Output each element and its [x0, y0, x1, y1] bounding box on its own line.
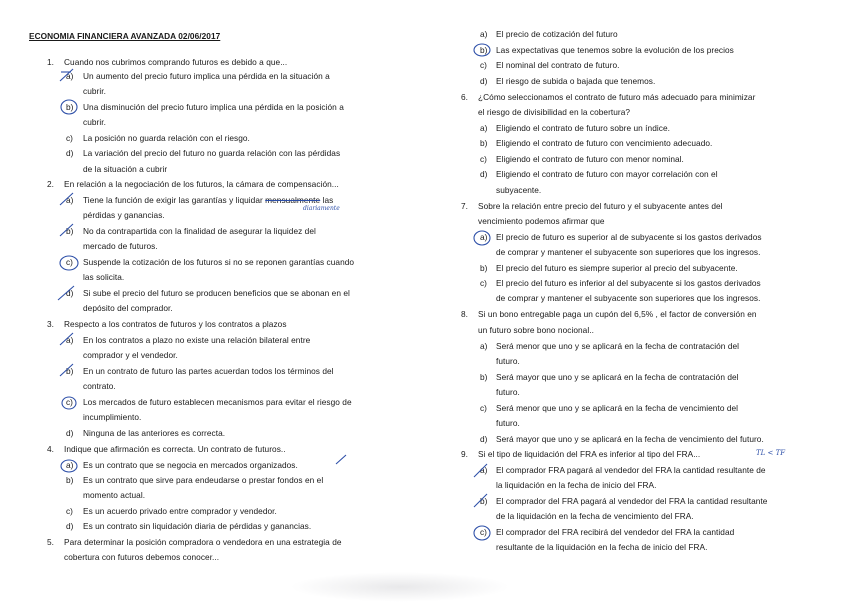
- question-5-stem-2: cobertura con futuros debemos conocer...: [64, 552, 220, 562]
- q5-option-c-letter[interactable]: c): [480, 60, 487, 70]
- q2-option-c-text: Suspende la cotización de los futuros si no se reponen garantías cuando: [83, 257, 355, 267]
- q9-option-b-text-2: de la liquidación en la fecha de vencimiento del FRA.: [496, 511, 694, 521]
- q2-option-a-text-main: Tiene la función de exigir las garantías y liquidar: [83, 195, 266, 205]
- q7-option-c-text: El precio del futuro es inferior al del subyacente si los gastos derivados: [496, 278, 761, 288]
- question-6-stem: ¿Cómo seleccionamos el contrato de futuro más adecuado para minimizar: [478, 92, 756, 102]
- q7-option-c-letter[interactable]: c): [480, 278, 487, 288]
- q6-option-d-letter[interactable]: d): [480, 169, 488, 179]
- q9-handwritten-note: TL < TF: [756, 449, 786, 457]
- q6-option-d-text-2: subyacente.: [496, 185, 542, 195]
- q2-option-d-letter[interactable]: d): [66, 288, 74, 298]
- question-1-number: 1.: [47, 57, 54, 67]
- q5-option-b-letter[interactable]: b): [480, 45, 488, 55]
- q5-option-d-letter[interactable]: d): [480, 76, 488, 86]
- q3-option-c-text-2: incumplimiento.: [83, 412, 142, 422]
- q1-option-a-text-2: cubrir.: [83, 86, 106, 96]
- question-3-number: 3.: [47, 319, 54, 329]
- question-5-number: 5.: [47, 537, 54, 547]
- q3-option-b-text: En un contrato de futuro las partes acuerdan todos los términos del: [83, 366, 334, 376]
- q9-option-a-text: El comprador FRA pagará al vendedor del FRA la cantidad resultante de: [496, 465, 766, 475]
- q2-option-c-letter[interactable]: c): [66, 257, 73, 267]
- q7-option-b-text: El precio del futuro es siempre superior al precio del subyacente.: [496, 263, 738, 273]
- q6-option-b-letter[interactable]: b): [480, 138, 488, 148]
- q6-option-c-letter[interactable]: c): [480, 154, 487, 164]
- q7-option-a-text-2: de comprar y mantener el subyacente son superiores que los ingresos.: [496, 247, 761, 257]
- q2-option-d-text: Si sube el precio del futuro se producen beneficios que se abonan en el: [83, 288, 350, 298]
- q2-struck-word: mensualmente: [265, 195, 321, 205]
- q1-option-c-letter[interactable]: c): [66, 133, 73, 143]
- question-7-stem: Sobre la relación entre precio del futuro y el subyacente antes del: [478, 201, 723, 211]
- question-4-stem: Indique que afirmación es correcta. Un contrato de futuros..: [64, 444, 286, 454]
- q5-option-c-text: El nominal del contrato de futuro.: [496, 60, 620, 70]
- q7-option-c-text-2: de comprar y mantener el subyacente son superiores que los ingresos.: [496, 293, 761, 303]
- q6-option-b-text: Eligiendo el contrato de futuro con vencimiento adecuado.: [496, 138, 713, 148]
- question-5-stem: Para determinar la posición compradora o vendedora en una estrategia de: [64, 537, 342, 547]
- question-8-stem: Si un bono entregable paga un cupón del 6,5% , el factor de conversión en: [478, 309, 757, 319]
- q4-option-d-letter[interactable]: d): [66, 521, 74, 531]
- q7-option-b-letter[interactable]: b): [480, 263, 488, 273]
- q1-option-d-letter[interactable]: d): [66, 148, 74, 158]
- q1-option-d-text: La variación del precio del futuro no guarda relación con las pérdidas: [83, 148, 341, 158]
- q4-option-b-letter[interactable]: b): [66, 475, 74, 485]
- q1-option-b-letter[interactable]: b): [66, 102, 74, 112]
- question-6-number: 6.: [461, 92, 468, 102]
- q2-option-b-text: No da contrapartida con la finalidad de asegurar la liquidez del: [83, 226, 316, 236]
- q7-option-a-letter[interactable]: a): [480, 232, 488, 242]
- exam-title: ECONOMIA FINANCIERA AVANZADA 02/06/2017: [29, 31, 221, 41]
- question-2-number: 2.: [47, 179, 54, 189]
- q3-option-d-letter[interactable]: d): [66, 428, 74, 438]
- question-3-stem: Respecto a los contratos de futuros y los contratos a plazos: [64, 319, 287, 329]
- question-2-stem: En relación a la negociación de los futuros, la cámara de compensación...: [64, 179, 339, 189]
- q8-option-c-text: Será menor que uno y se aplicará en la fecha de vencimiento del: [496, 403, 739, 413]
- q1-option-d-text-2: de la situación a cubrir: [83, 164, 168, 174]
- q8-option-c-letter[interactable]: c): [480, 403, 487, 413]
- question-8-number: 8.: [461, 309, 468, 319]
- q6-option-d-text: Eligiendo el contrato de futuro con mayor correlación con el: [496, 169, 718, 179]
- q4-option-a-text: Es un contrato que se negocia en mercados organizados.: [83, 460, 298, 470]
- q4-a-tick-mark: [336, 455, 346, 464]
- q3-option-a-text: En los contratos a plazo no existe una relación bilateral entre: [83, 335, 311, 345]
- q8-option-a-letter[interactable]: a): [480, 341, 488, 351]
- q9-option-b-letter[interactable]: b): [480, 496, 488, 506]
- question-1-stem: Cuando nos cubrimos comprando futuros es debido a que...: [64, 57, 288, 67]
- q3-option-b-text-2: contrato.: [83, 381, 116, 391]
- q8-option-d-letter[interactable]: d): [480, 434, 488, 444]
- q3-option-a-text-2: comprador y el vendedor.: [83, 350, 178, 360]
- q2-option-d-text-2: depósito del comprador.: [83, 303, 173, 313]
- q2-handwritten-note: diariamente: [303, 205, 340, 212]
- question-7-number: 7.: [461, 201, 468, 211]
- q3-option-c-letter[interactable]: c): [66, 397, 73, 407]
- q1-option-a-text: Un aumento del precio futuro implica una pérdida en la situación a: [83, 71, 330, 81]
- question-9-number: 9.: [461, 449, 468, 459]
- q1-option-a-letter[interactable]: a): [66, 71, 74, 81]
- q2-option-b-letter[interactable]: b): [66, 226, 74, 236]
- q3-option-a-letter[interactable]: a): [66, 335, 74, 345]
- q4-option-a-letter[interactable]: a): [66, 460, 74, 470]
- q2-option-b-text-2: mercado de futuros.: [83, 241, 158, 251]
- q3-option-d-text: Ninguna de las anteriores es correcta.: [83, 428, 226, 438]
- q2-option-a-text-2: pérdidas y ganancias.: [83, 210, 165, 220]
- question-9-stem: Si el tipo de liquidación del FRA es inferior al tipo del FRA...: [478, 449, 701, 459]
- q1-option-b-text-2: cubrir.: [83, 117, 106, 127]
- q2-option-a-letter[interactable]: a): [66, 195, 74, 205]
- question-8-stem-2: un futuro sobre bono nocional..: [478, 325, 594, 335]
- q3-option-c-text: Los mercados de futuro establecen mecanismos para evitar el riesgo de: [83, 397, 352, 407]
- q4-option-c-text: Es un acuerdo privado entre comprador y vendedor.: [83, 506, 277, 516]
- q8-option-d-text: Será mayor que uno y se aplicará en la fecha de vencimiento del futuro.: [496, 434, 764, 444]
- q9-option-c-letter[interactable]: c): [480, 527, 487, 537]
- q9-option-a-letter[interactable]: a): [480, 465, 488, 475]
- q7-option-a-text: El precio de futuro es superior al de subyacente si los gastos derivados: [496, 232, 762, 242]
- q5-option-d-text: El riesgo de subida o bajada que tenemos.: [496, 76, 656, 86]
- q2-option-a-tail: las: [320, 195, 334, 205]
- q8-option-b-letter[interactable]: b): [480, 372, 488, 382]
- question-4-number: 4.: [47, 444, 54, 454]
- question-6-stem-2: el riesgo de divisibilidad en la cobertura?: [478, 107, 631, 117]
- question-7-stem-2: vencimiento podemos afirmar que: [478, 216, 605, 226]
- q1-option-c-text: La posición no guarda relación con el riesgo.: [83, 133, 250, 143]
- q4-option-b-text-2: momento actual.: [83, 490, 146, 500]
- q6-option-a-letter[interactable]: a): [480, 123, 488, 133]
- q8-option-a-text-2: futuro.: [496, 356, 520, 366]
- scan-smudge: [290, 572, 510, 602]
- q2-option-c-text-2: las solicita.: [83, 272, 125, 282]
- q2-option-a-text: [83, 195, 333, 205]
- q9-option-c-text-2: resultante de la liquidación en la fecha de inicio del FRA.: [496, 542, 708, 552]
- q8-option-b-text-2: futuro.: [496, 387, 520, 397]
- q4-option-c-letter[interactable]: c): [66, 506, 73, 516]
- q5-option-a-text: El precio de cotización del futuro: [496, 29, 618, 39]
- q5-option-b-text: Las expectativas que tenemos sobre la evolución de los precios: [496, 45, 734, 55]
- q9-option-a-text-2: la liquidación en la fecha de inicio del FRA.: [496, 480, 657, 490]
- q8-option-c-text-2: futuro.: [496, 418, 520, 428]
- q9-option-b-text: El comprador del FRA pagará al vendedor del FRA la cantidad resultante: [496, 496, 768, 506]
- q9-option-c-text: El comprador del FRA recibirá del vendedor del FRA la cantidad: [496, 527, 735, 537]
- q3-option-b-letter[interactable]: b): [66, 366, 74, 376]
- q4-option-d-text: Es un contrato sin liquidación diaria de pérdidas y ganancias.: [83, 521, 312, 531]
- q8-option-a-text: Será menor que uno y se aplicará en la fecha de contratación del: [496, 341, 740, 351]
- q8-option-b-text: Será mayor que uno y se aplicará en la fecha de contratación del: [496, 372, 739, 382]
- q1-option-b-text: Una disminución del precio futuro implica una pérdida en la posición a: [83, 102, 344, 112]
- q6-option-a-text: Eligiendo el contrato de futuro sobre un índice.: [496, 123, 670, 133]
- q6-option-c-text: Eligiendo el contrato de futuro con menor nominal.: [496, 154, 684, 164]
- q4-option-b-text: Es un contrato que sirve para endeudarse o prestar fondos en el: [83, 475, 324, 485]
- q5-option-a-letter[interactable]: a): [480, 29, 488, 39]
